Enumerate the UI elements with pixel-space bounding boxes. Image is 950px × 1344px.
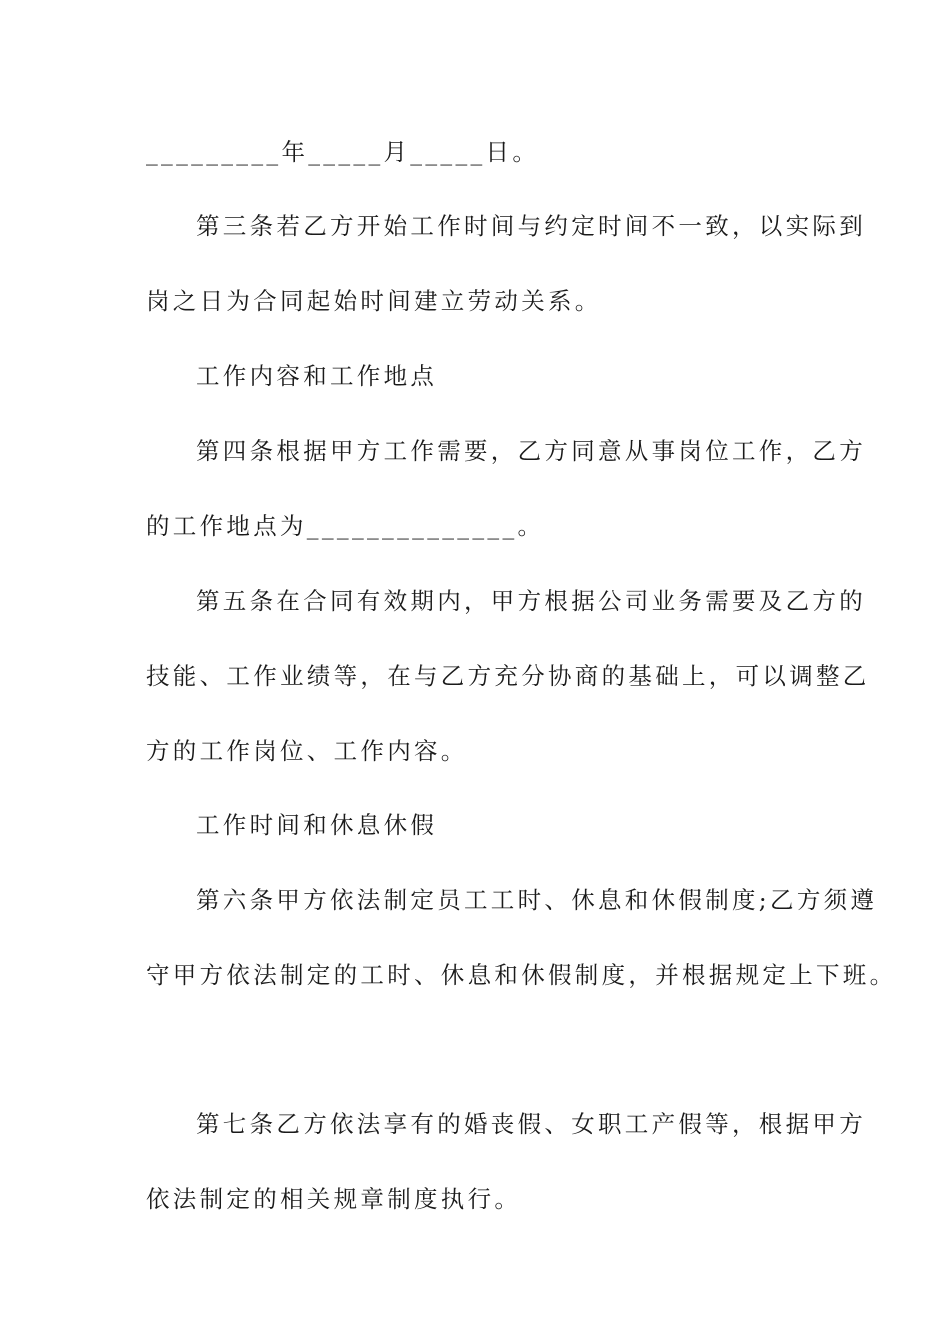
article-5-line-3: 方的工作岗位、工作内容。 — [146, 737, 468, 765]
section-heading-work-time: 工作时间和休息休假 — [196, 811, 438, 839]
article-3-line-2: 岗之日为合同起始时间建立劳动关系。 — [146, 287, 602, 315]
article-5-line-2: 技能、工作业绩等，在与乙方充分协商的基础上，可以调整乙 — [146, 662, 870, 690]
article-6-line-2: 守甲方依法制定的工时、休息和休假制度，并根据规定上下班。 — [146, 961, 897, 989]
date-line: _________年_____月_____日。 — [146, 138, 540, 166]
article-6-line-1: 第六条甲方依法制定员工工时、休息和休假制度;乙方须遵 — [196, 886, 878, 914]
article-3-line-1: 第三条若乙方开始工作时间与约定时间不一致，以实际到 — [196, 212, 866, 240]
section-heading-work-content: 工作内容和工作地点 — [196, 362, 438, 390]
article-5-line-1: 第五条在合同有效期内，甲方根据公司业务需要及乙方的 — [196, 587, 866, 615]
article-4-line-1: 第四条根据甲方工作需要，乙方同意从事岗位工作，乙方 — [196, 437, 866, 465]
article-7-line-2: 依法制定的相关规章制度执行。 — [146, 1185, 522, 1213]
article-7-line-1: 第七条乙方依法享有的婚丧假、女职工产假等，根据甲方 — [196, 1110, 866, 1138]
article-4-line-2: 的工作地点为______________。 — [146, 512, 545, 540]
